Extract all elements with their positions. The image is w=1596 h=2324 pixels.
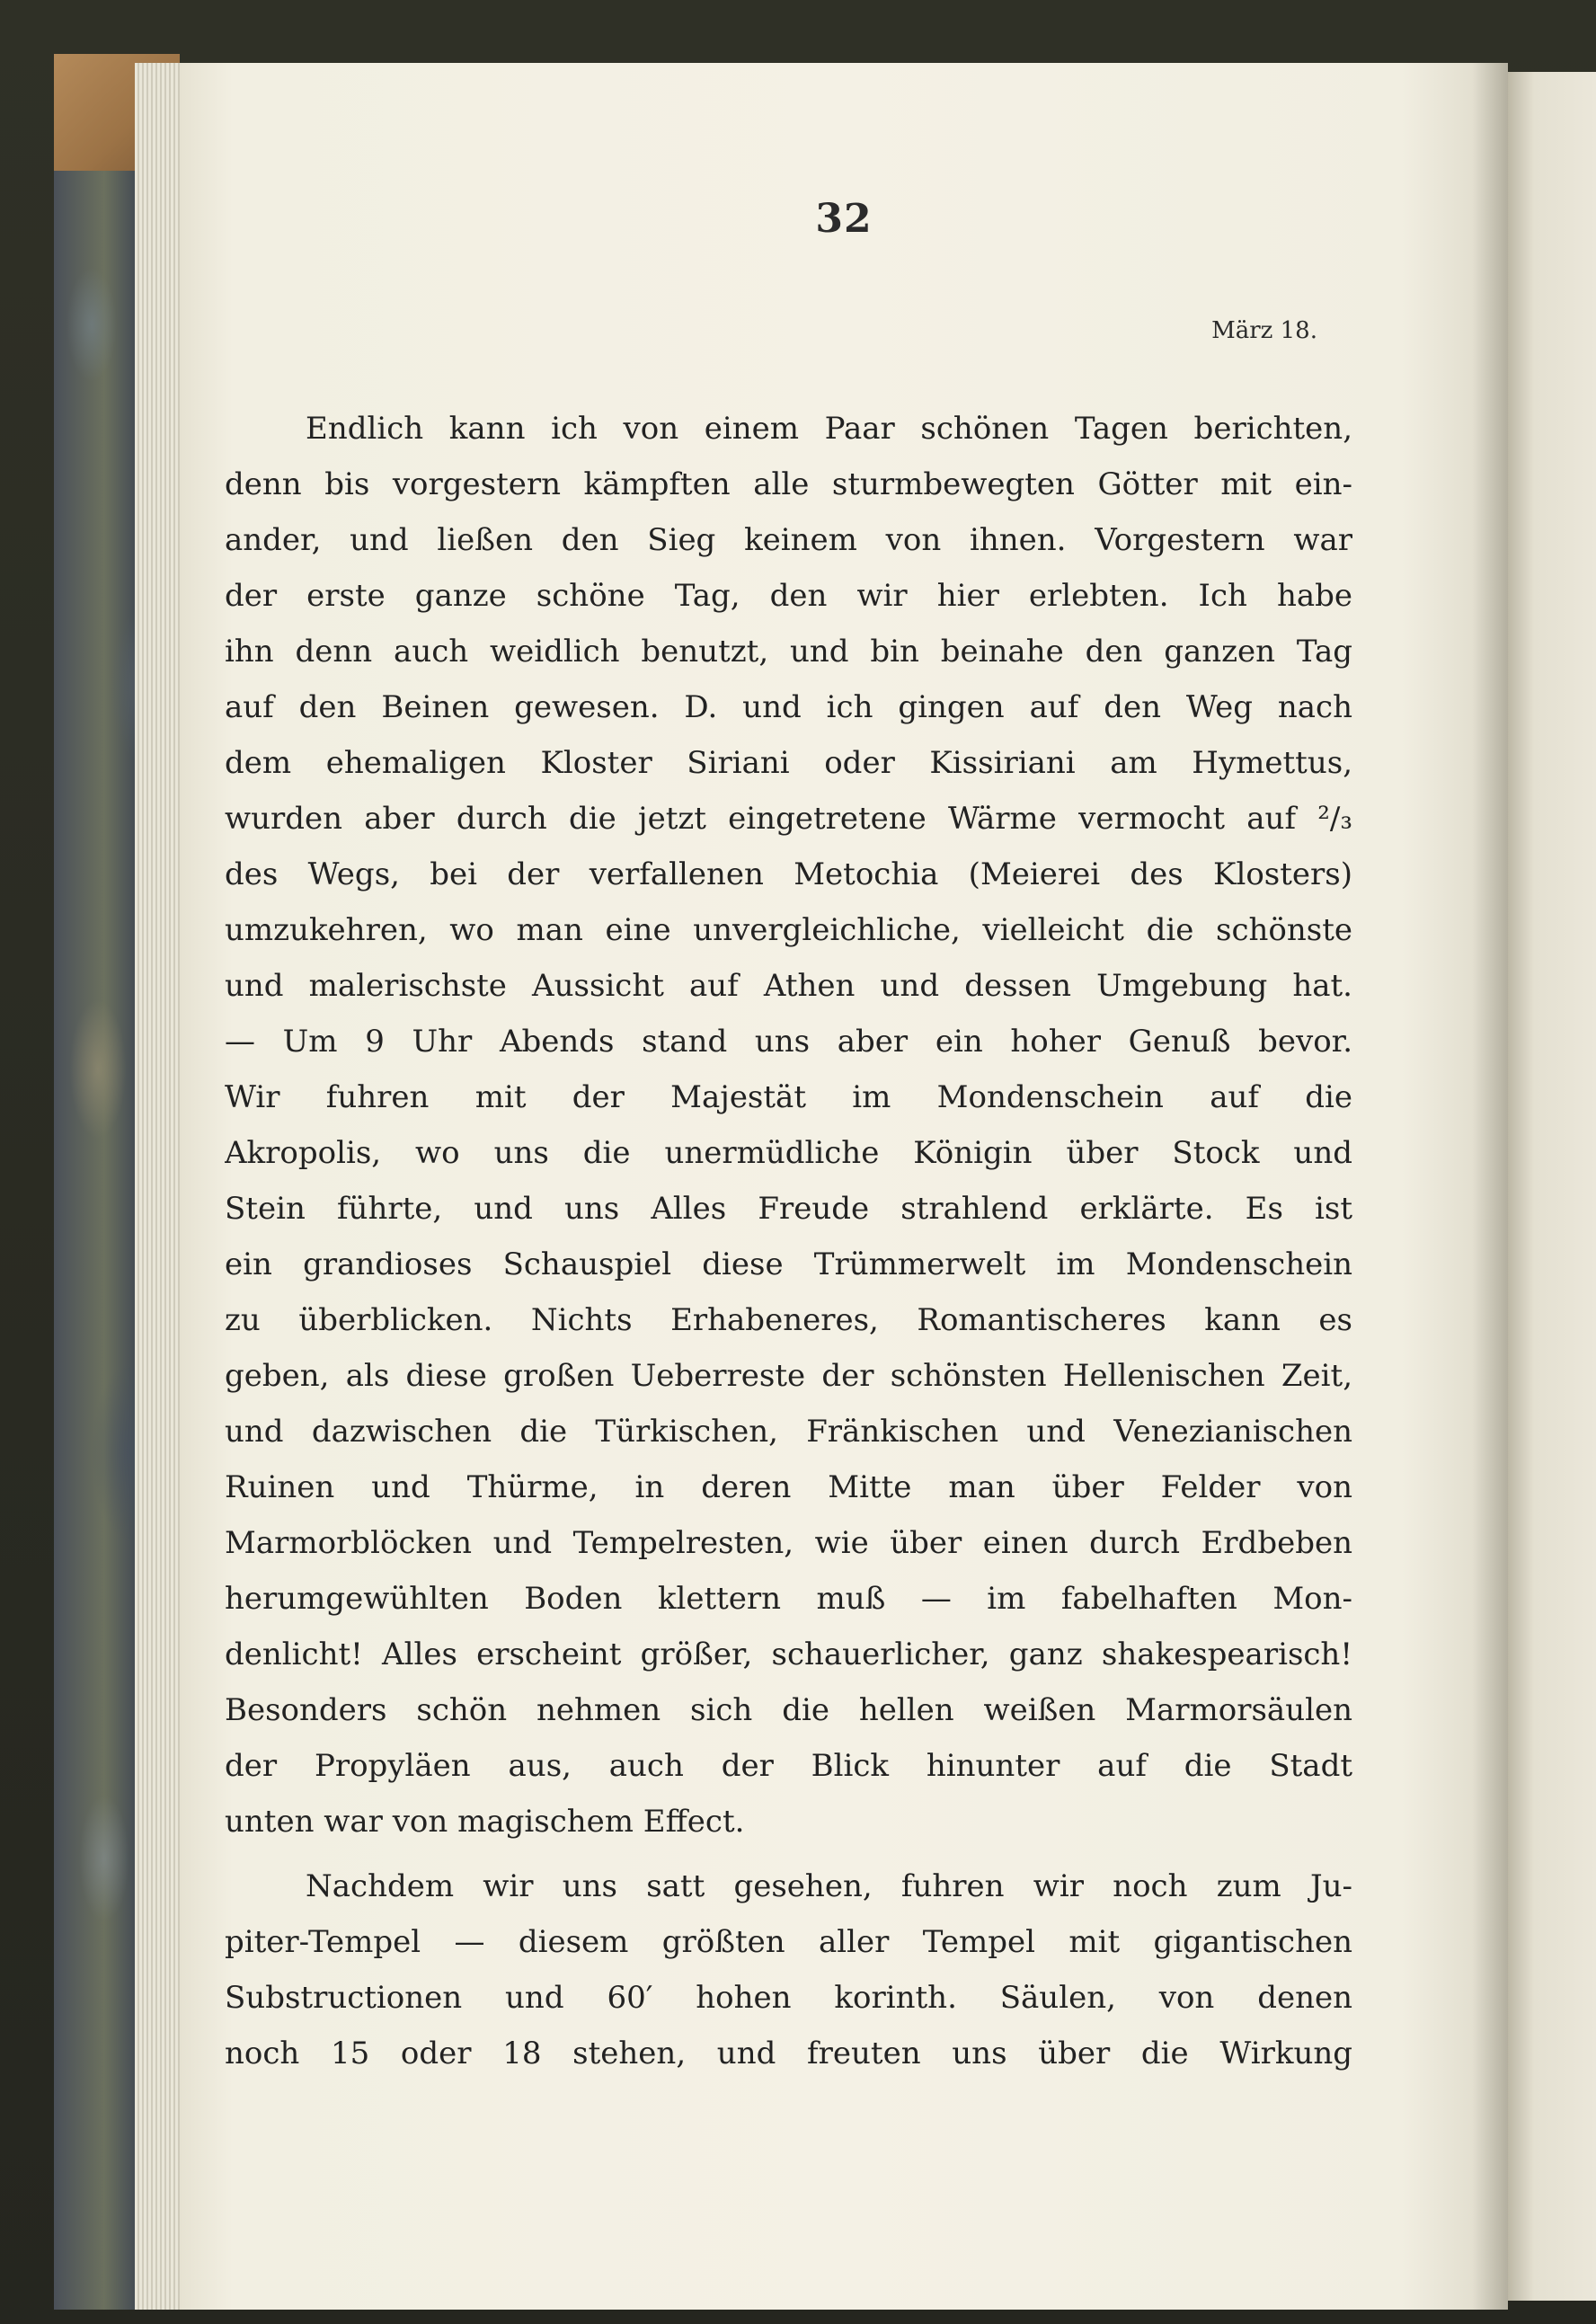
page-number: 32 [815,196,873,242]
text-line: zu überblicken. Nichts Erhabeneres, Romantischeres kann es [225,1302,1352,1338]
text-line: des Wegs, bei der verfallenen Metochia (Meierei des Klosters) [225,856,1352,892]
text-line: Endlich kann ich von einem Paar schönen Tagen berichten, [306,411,1352,447]
text-line: Wir fuhren mit der Majestät im Mondenschein auf die [225,1079,1352,1115]
text-line: und malerischste Aussicht auf Athen und dessen Umgebung hat. [225,968,1352,1004]
text-line: Substructionen und 60′ hohen korinth. Säulen, von denen [225,1980,1352,2016]
text-line: ihn denn auch weidlich benutzt, und bin beinahe den ganzen Tag [225,634,1352,670]
text-line: Marmorblöcken und Tempelresten, wie über einen durch Erdbeben [225,1525,1352,1561]
text-line: dem ehemaligen Kloster Siriani oder Kissiriani am Hymettus, [225,745,1352,781]
text-line: und dazwischen die Türkischen, Fränkischen und Venezianischen [225,1414,1352,1450]
text-line: ein grandioses Schauspiel diese Trümmerwelt im Mondenschein [225,1246,1352,1282]
text-line: noch 15 oder 18 stehen, und freuten uns über die Wirkung [225,2036,1352,2071]
text-line: umzukehren, wo man eine unvergleichliche, vielleicht die schönste [225,912,1352,948]
text-line: — Um 9 Uhr Abends stand uns aber ein hoher Genuß bevor. [225,1024,1352,1060]
text-line: herumgewühlten Boden klettern muß — im fabelhaften Mon- [225,1581,1352,1617]
text-line: Stein führte, und uns Alles Freude strahlend erklärte. Es ist [225,1191,1352,1227]
entry-date: März 18. [1211,317,1317,344]
facing-page [1508,72,1596,2301]
text-line: ander, und ließen den Sieg keinem von ihnen. Vorgestern war [225,522,1352,558]
text-line: Besonders schön nehmen sich die hellen weißen Marmorsäulen [225,1692,1352,1728]
text-line: denlicht! Alles erscheint größer, schauerlicher, ganz shakespearisch! [225,1637,1352,1672]
text-line: Akropolis, wo uns die unermüdliche Königin über Stock und [225,1135,1352,1171]
text-line: auf den Beinen gewesen. D. und ich gingen auf den Weg nach [225,689,1352,725]
text-line: Nachdem wir uns satt gesehen, fuhren wir noch zum Ju- [306,1868,1352,1904]
text-line: der Propyläen aus, auch der Blick hinunter auf die Stadt [225,1748,1352,1784]
text-line: unten war von magischem Effect. [225,1804,745,1840]
gutter-shadow [1472,63,1508,2310]
text-line: der erste ganze schöne Tag, den wir hier erlebten. Ich habe [225,578,1352,614]
text-line: geben, als diese großen Ueberreste der schönsten Hellenischen Zeit, [225,1358,1352,1394]
text-line: denn bis vorgestern kämpften alle sturmbewegten Götter mit ein- [225,466,1352,502]
text-line: piter-Tempel — diesem größten aller Tempel mit gigantischen [225,1924,1352,1960]
text-line: Ruinen und Thürme, in deren Mitte man über Felder von [225,1469,1352,1505]
text-line: wurden aber durch die jetzt eingetretene Wärme vermocht auf ²/₃ [225,801,1352,837]
